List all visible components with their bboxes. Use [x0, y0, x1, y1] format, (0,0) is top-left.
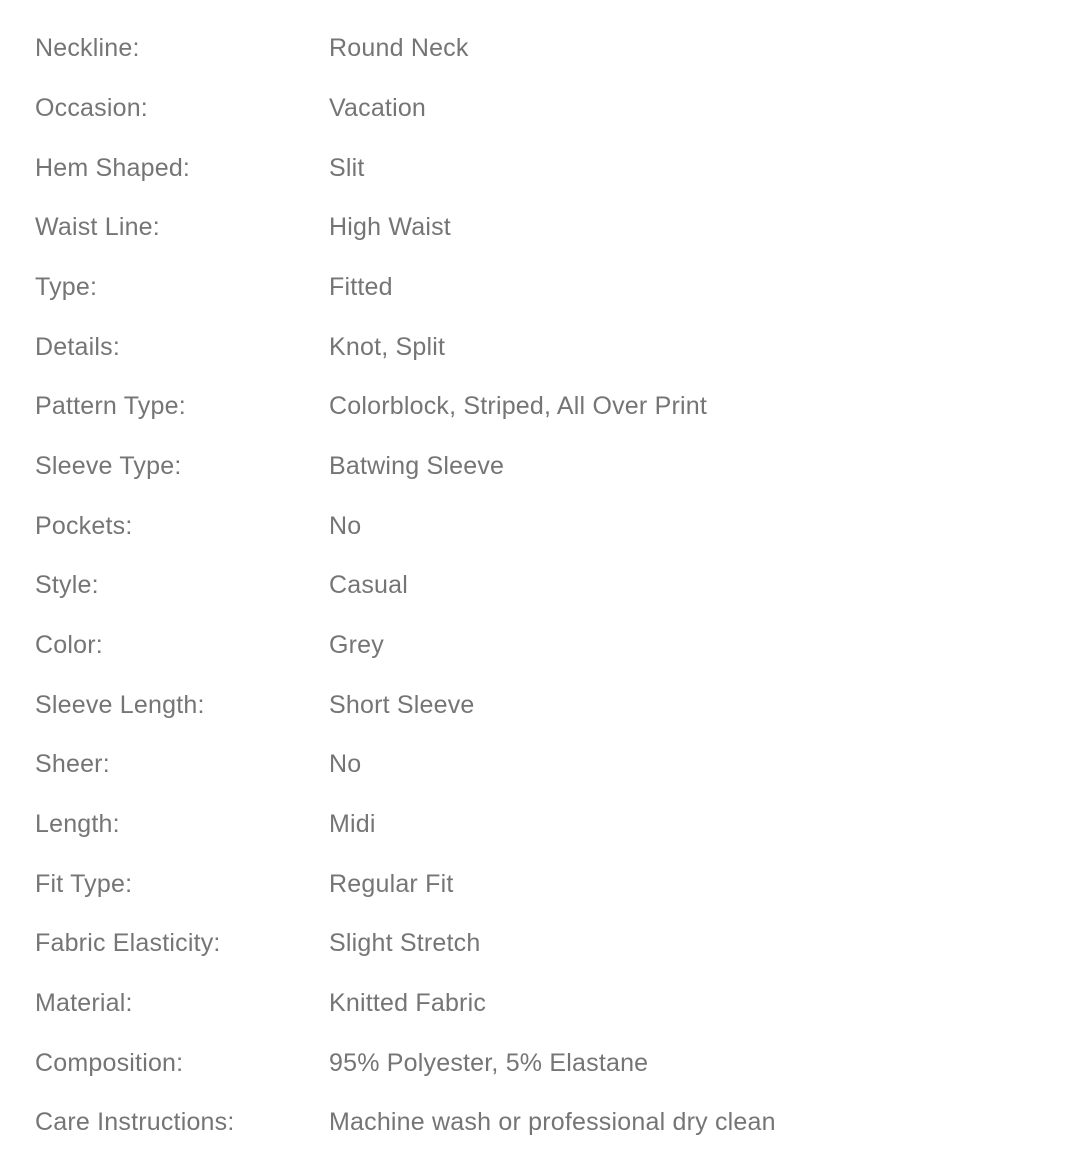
table-row: [0, 795, 1079, 855]
attribute-value: Vacation: [329, 94, 427, 122]
attribute-label: Style:: [35, 571, 99, 600]
attribute-label: Sleeve Type:: [35, 452, 182, 481]
attribute-label: Neckline:: [35, 34, 140, 63]
table-row: [0, 675, 1079, 735]
table-row: [0, 854, 1079, 914]
table-row: [0, 317, 1079, 377]
attribute-value: High Waist: [329, 213, 451, 242]
table-row: [0, 914, 1079, 974]
attribute-value: Knitted Fabric: [329, 989, 487, 1018]
table-row: [0, 496, 1079, 556]
attribute-value: Machine wash or professional dry clean: [329, 1108, 776, 1137]
attribute-value: Batwing Sleeve: [329, 452, 505, 481]
attribute-value: Regular Fit: [329, 869, 454, 898]
attribute-value: Grey: [329, 631, 384, 660]
attribute-value: Slit: [329, 153, 365, 182]
attribute-value: Midi: [329, 810, 376, 839]
attribute-value: Knot, Split: [329, 332, 446, 361]
attribute-value: Fitted: [329, 273, 393, 302]
table-row: [0, 1033, 1079, 1093]
attribute-value: Short Sleeve: [329, 690, 475, 719]
table-row: [0, 1093, 1079, 1153]
table-row: [0, 79, 1079, 139]
table-row: [0, 138, 1079, 198]
attribute-value: 95% Polyester, 5% Elastane: [329, 1048, 649, 1077]
attribute-label: Length:: [35, 810, 120, 839]
table-row: [0, 258, 1079, 318]
attribute-label: Pattern Type:: [35, 392, 186, 421]
table-row: [0, 198, 1079, 258]
attribute-value: Slight Stretch: [329, 929, 481, 958]
attribute-label: Sleeve Length:: [35, 690, 205, 719]
attribute-label: Material:: [35, 989, 133, 1018]
attribute-value: No: [329, 750, 362, 779]
attribute-value: No: [329, 511, 362, 540]
table-row: [0, 616, 1079, 676]
attribute-value: Colorblock, Striped, All Over Print: [329, 392, 707, 421]
table-row: [0, 437, 1079, 497]
attribute-label: Care Instructions:: [35, 1108, 235, 1137]
table-row: [0, 974, 1079, 1034]
attribute-label: Occasion:: [35, 94, 148, 122]
attribute-value: Casual: [329, 571, 409, 600]
table-row: [0, 377, 1079, 437]
attribute-label: Pockets:: [35, 511, 133, 540]
table-row: [0, 556, 1079, 616]
attribute-label: Type:: [35, 273, 98, 302]
table-row: [0, 19, 1079, 79]
attribute-label: Hem Shaped:: [35, 153, 191, 182]
attribute-label: Details:: [35, 332, 120, 361]
attribute-label: Sheer:: [35, 750, 110, 779]
attribute-label: Fabric Elasticity:: [35, 929, 221, 958]
attribute-label: Fit Type:: [35, 869, 133, 898]
attribute-label: Composition:: [35, 1048, 184, 1077]
attribute-label: Color:: [35, 631, 103, 660]
table-row: [0, 735, 1079, 795]
attribute-value: Round Neck: [329, 34, 469, 63]
attribute-label: Waist Line:: [35, 213, 160, 242]
